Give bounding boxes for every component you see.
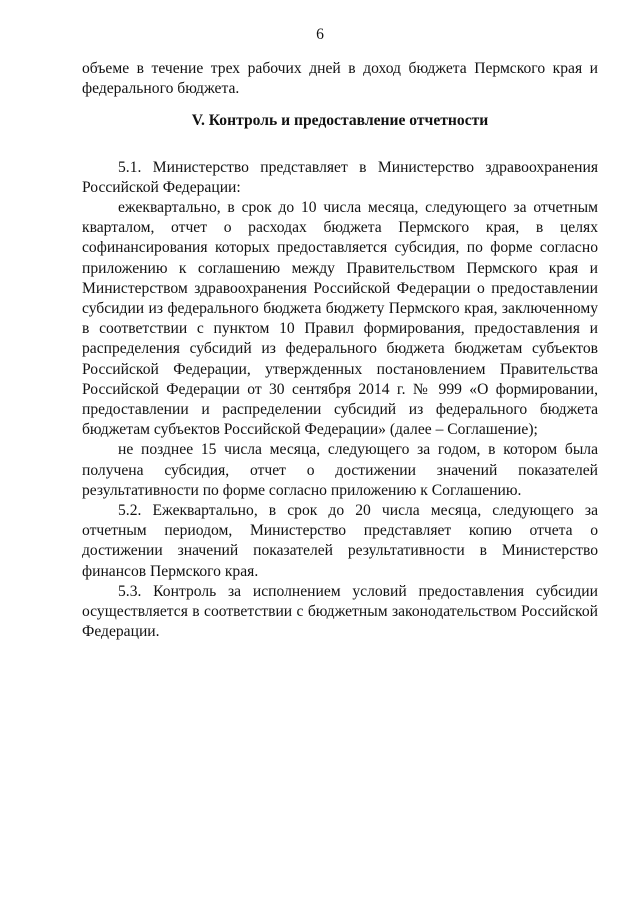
paragraph-5-3: 5.3. Контроль за исполнением условий предоставления субсидии осуществляется в соответствии с бюджетным законодательством Российской Федерации.	[82, 582, 598, 641]
paragraph-5-1: 5.1. Министерство представляет в Министерство здравоохранения Российской Федерации:	[82, 158, 598, 196]
paragraph-quarterly-report: ежеквартально, в срок до 10 числа месяца, следующего за отчетным кварталом, отчет о расходах бюджета Пермского края, в целях софинансирования которых предоставляется субсидия, по форме согласно приложению к соглашению между Правительством Пермского края и Министерством здравоохранения Российской Федерации о предоставлении субсидии из федерального бюджета бюджету Пермского края, заключенному в соответствии с пунктом 10 Правил формирования, предоставления и распределения субсидий из федерального бюджета бюджетам субъектов Российской Федерации, утвержденных постановлением Правительства Российской Федерации от 30 сентября 2014 г. № 999 «О формировании, предоставлении и распределении субсидий из федерального бюджета бюджетам субъектов Российской Федерации» (далее – Соглашение);	[82, 199, 598, 439]
page-number: 6	[316, 26, 324, 43]
document-body	[82, 59, 598, 642]
paragraph-continuation: объеме в течение трех рабочих дней в доход бюджета Пермского края и федерального бюджета.	[82, 60, 598, 98]
paragraph-5-2: 5.2. Ежеквартально, в срок до 20 числа месяца, следующего за отчетным периодом, Министерство представляет копию отчета о достижении значений показателей результативности в Министерство финансов Пермского края.	[82, 502, 598, 580]
section-heading: V. Контроль и предоставление отчетности	[191, 112, 489, 130]
paragraph-annual-report: не позднее 15 числа месяца, следующего за годом, в котором была получена субсидия, отчет о достижении значений показателей результативности по форме согласно приложению к Соглашению.	[82, 441, 598, 499]
